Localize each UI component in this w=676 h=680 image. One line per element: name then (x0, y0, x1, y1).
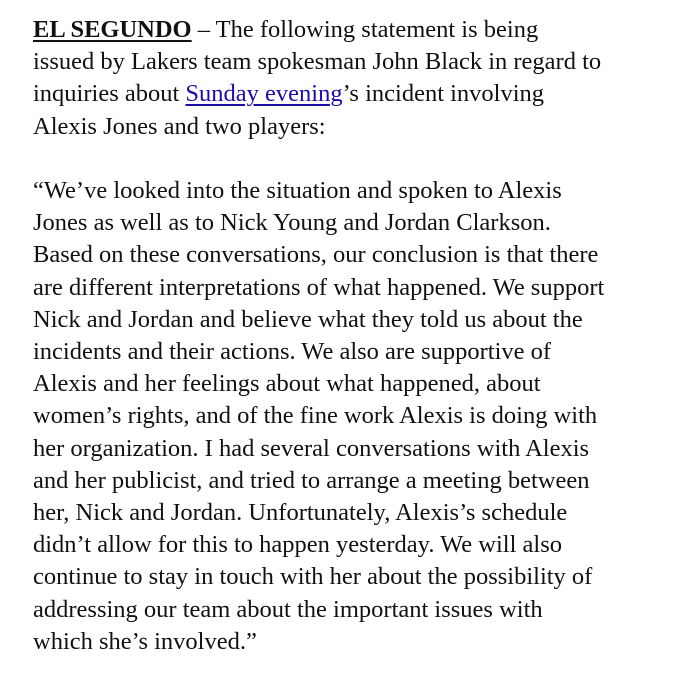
intro-line-1-text: – The following statement is being (191, 16, 539, 43)
statement-document (33, 14, 658, 658)
quote-line: Alexis and her feelings about what happened, about (33, 370, 541, 398)
quote-paragraph (33, 175, 658, 658)
quote-line: and her publicist, and tried to arrange a meeting between (33, 466, 590, 494)
quote-line: her, Nick and Jordan. Unfortunately, Alexis’s schedule (33, 499, 568, 527)
intro-paragraph (33, 14, 658, 143)
dateline: EL SEGUNDO (33, 16, 192, 43)
intro-line-3-before-link: inquiries about (33, 80, 186, 108)
intro-line-3 (33, 78, 658, 110)
quote-line: Nick and Jordan and believe what they told us about the (33, 305, 583, 333)
sunday-evening-link[interactable]: Sunday evening (185, 80, 343, 108)
quote-line: didn’t allow for this to happen yesterday. We will also (33, 531, 562, 559)
intro-line-4: Alexis Jones and two players: (33, 112, 326, 140)
intro-line-1 (33, 14, 658, 46)
quote-line: which she’s involved.” (33, 627, 257, 655)
quote-line: continue to stay in touch with her about the possibility of (33, 563, 593, 591)
quote-line: her organization. I had several conversations with Alexis (33, 434, 590, 462)
quote-line: are different interpretations of what happened. We support (33, 273, 605, 301)
quote-line: Based on these conversations, our conclusion is that there (33, 241, 599, 269)
intro-line-2: issued by Lakers team spokesman John Black in regard to (33, 48, 602, 76)
intro-line-3-after-link: ’s incident involving (342, 80, 545, 108)
quote-line: addressing our team about the important issues with (33, 595, 543, 623)
quote-line: incidents and their actions. We also are supportive of (33, 338, 552, 366)
quote-line: “We’ve looked into the situation and spoken to Alexis (33, 177, 562, 204)
quote-line: Jones as well as to Nick Young and Jordan Clarkson. (33, 209, 551, 237)
quote-line: women’s rights, and of the fine work Alexis is doing with (33, 402, 598, 430)
